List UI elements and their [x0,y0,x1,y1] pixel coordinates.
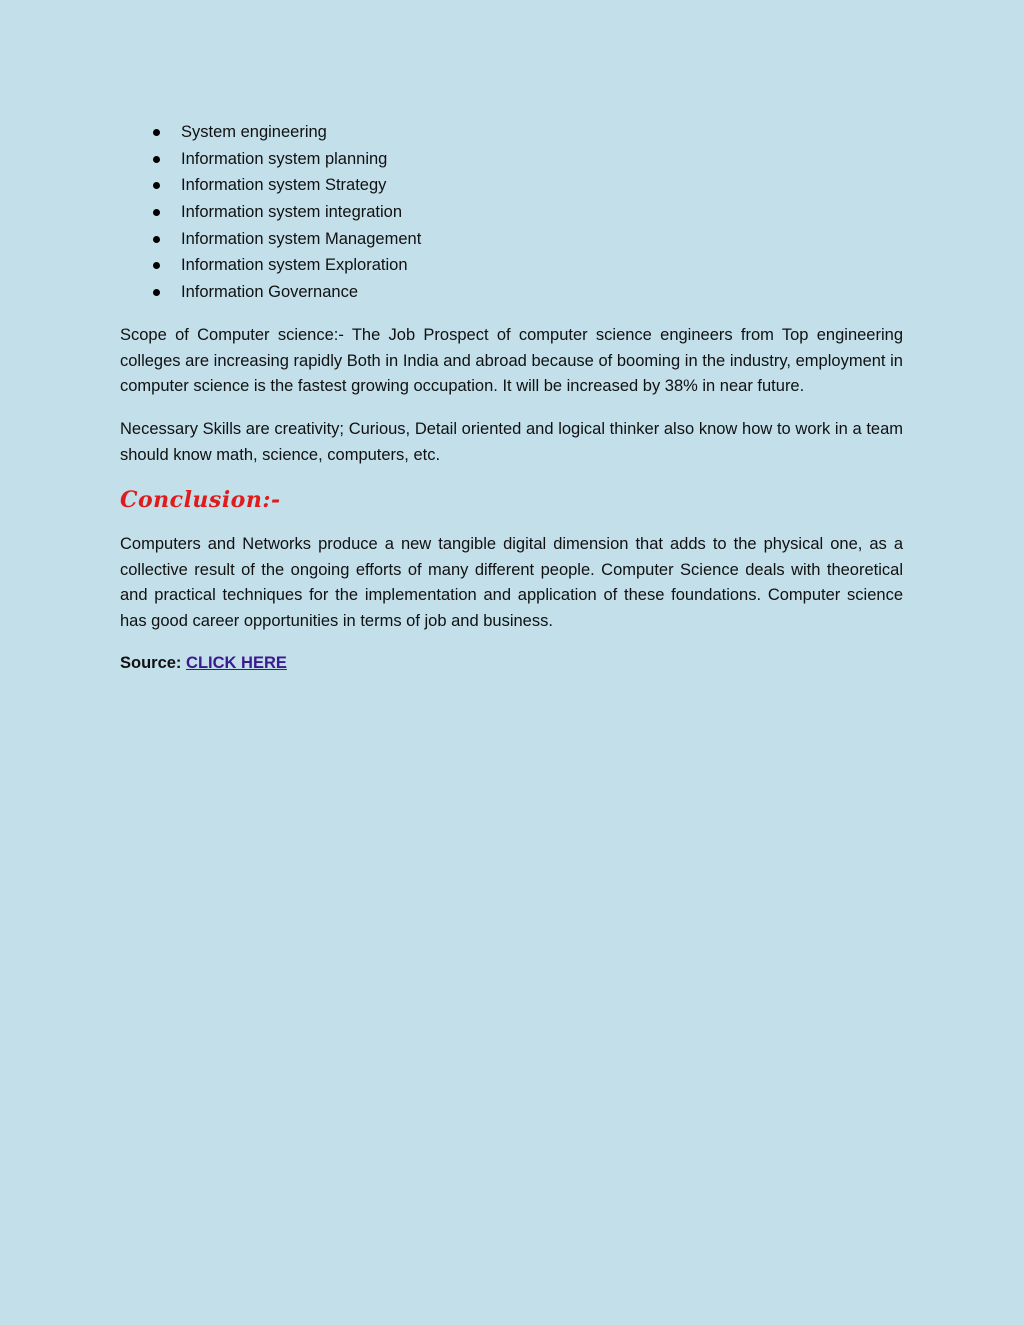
list-item-text: Information system planning [181,149,388,168]
source-line [120,651,903,675]
list-item-text: Information system Management [181,229,422,248]
document-content [120,119,903,675]
list-item-text: Information Governance [181,283,359,302]
list-item-text: Information system integration [181,203,403,222]
scope-paragraph: Scope of Computer science:- The Job Prospect of computer science engineers from Top engineering colleges are increasing rapidly Both in India and abroad because of booming in the industry, employment in computer science is the fastest growing occupation. It will be increased by 38% in near future. [120,325,903,396]
list-item [120,146,903,173]
bullet-icon [153,129,160,136]
list-item-text: Information system Strategy [181,176,387,195]
list-item-text: System engineering [181,123,327,141]
source-link[interactable]: CLICK HERE [186,653,287,672]
bullet-icon [153,236,160,243]
bullet-icon [153,182,160,189]
bullet-list [120,119,903,306]
list-item [120,252,903,279]
skills-paragraph: Necessary Skills are creativity; Curious, Detail oriented and logical thinker also know how to work in a team should know math, science, computers, etc. [120,420,903,464]
bullet-icon [153,156,160,163]
conclusion-paragraph: Computers and Networks produce a new tangible digital dimension that adds to the physical one, as a collective result of the ongoing efforts of many different people. Computer Science deals with theoretical and practical techniques for the implementation and application of these foundations. Computer science has good career opportunities in terms of job and business. [120,534,903,631]
bullet-icon [153,262,160,269]
source-label: Source: [120,653,187,672]
list-item [120,172,903,199]
list-item [120,279,903,306]
bullet-icon [153,289,160,296]
conclusion-heading: Conclusion:- [120,486,281,513]
list-item-text: Information system Exploration [181,256,408,275]
bullet-icon [153,209,160,216]
list-item [120,199,903,226]
list-item [120,226,903,253]
list-item [120,119,903,146]
